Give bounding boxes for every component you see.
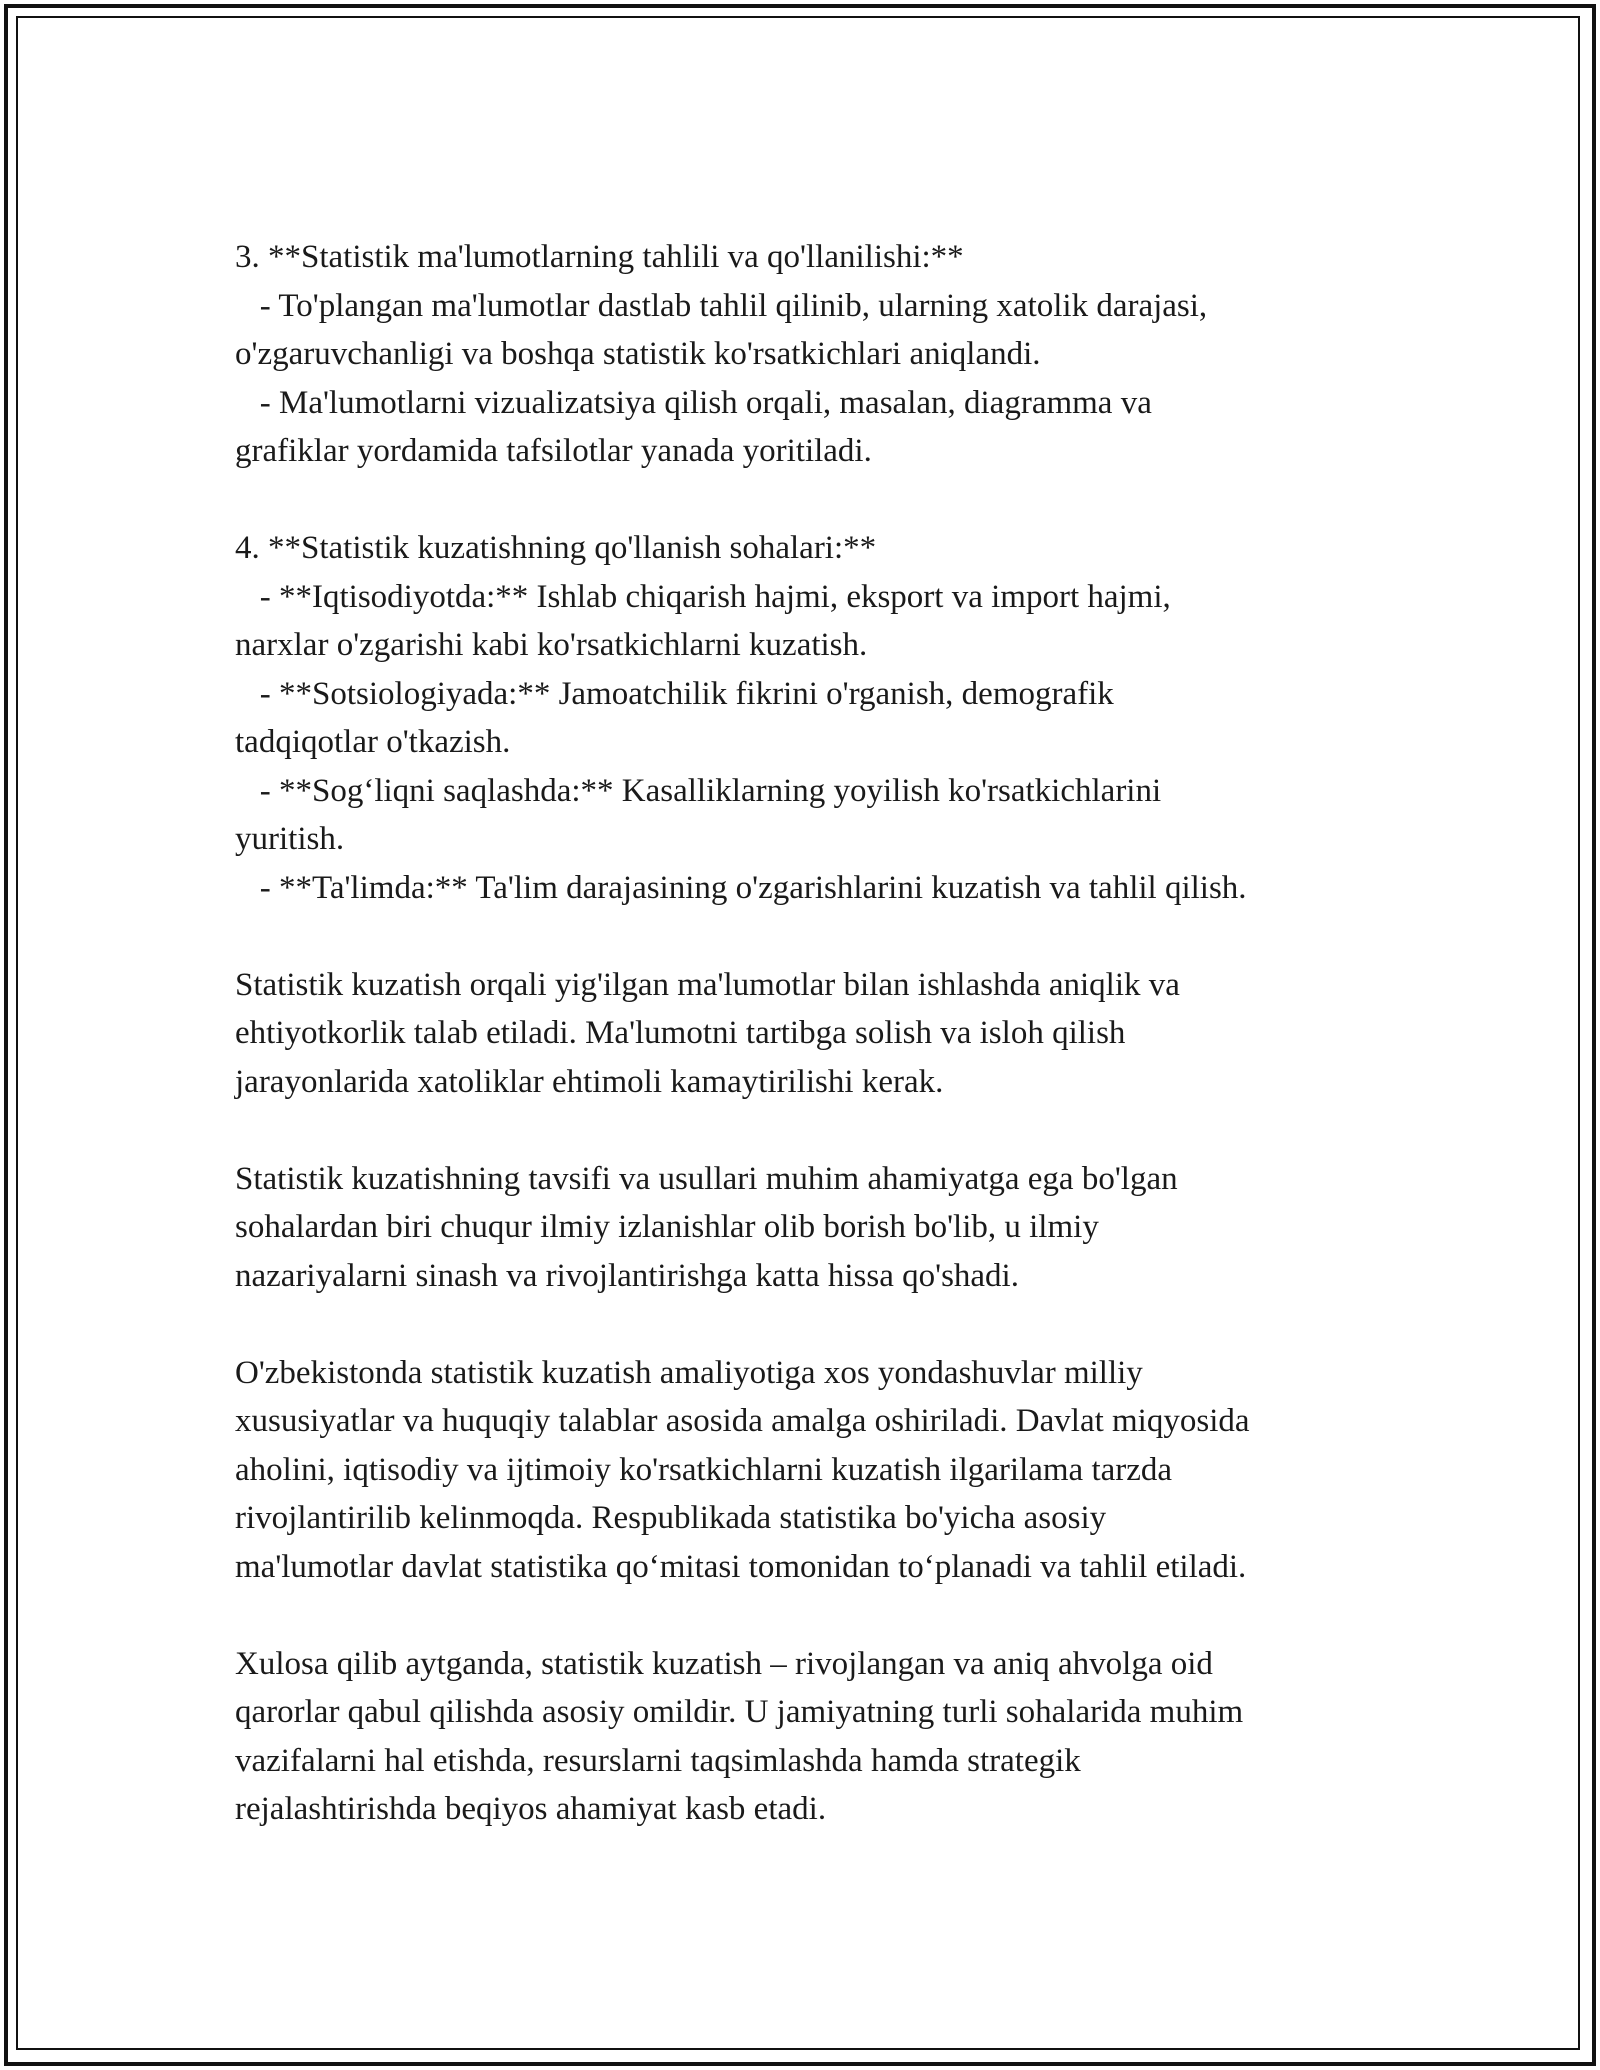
- paragraph-research: [235, 1155, 1385, 1301]
- text-line: Xulosa qilib aytganda, statistik kuzatish – rivojlangan va aniq ahvolga oid: [235, 1645, 1213, 1682]
- text-line: jarayonlarida xatoliklar ehtimoli kamaytirilishi kerak.: [235, 1063, 944, 1100]
- text-line: narxlar o'zgarishi kabi ko'rsatkichlarni kuzatish.: [235, 627, 868, 663]
- document-body: [235, 233, 1385, 1834]
- text-line: sohalardan biri chuqur ilmiy izlanishlar olib borish bo'lib, u ilmiy: [235, 1209, 1099, 1245]
- text-line: O'zbekistonda statistik kuzatish amaliyotiga xos yondashuvlar milliy: [235, 1354, 1143, 1391]
- text-line: nazariyalarni sinash va rivojlantirishga katta hissa qo'shadi.: [235, 1257, 1019, 1294]
- text-line: - **Sog‘liqni saqlashda:** Kasalliklarning yoyilish ko'rsatkichlarini: [235, 772, 1162, 809]
- paragraph-gap: [235, 476, 1385, 525]
- text-line: rivojlantirilib kelinmoqda. Respublikada statistika bo'yicha asosiy: [235, 1500, 1107, 1536]
- text-line: - **Ta'limda:** Ta'lim darajasining o'zgarishlarini kuzatish va tahlil qilish.: [235, 869, 1247, 906]
- text-line: tadqiqotlar o'tkazish.: [235, 724, 511, 760]
- paragraph-gap: [235, 1106, 1385, 1155]
- text-line: ehtiyotkorlik talab etiladi. Ma'lumotni tartibga solish va isloh qilish: [235, 1015, 1126, 1051]
- text-line: o'zgaruvchanligi va boshqa statistik ko'rsatkichlari aniqlandi.: [235, 336, 1041, 372]
- text-line: - To'plangan ma'lumotlar dastlab tahlil qilinib, ularning xatolik darajasi,: [235, 287, 1208, 324]
- text-line: Statistik kuzatishning tavsifi va usullari muhim ahamiyatga ega bo'lgan: [235, 1160, 1178, 1197]
- paragraph-gap: [235, 1300, 1385, 1349]
- text-line: Statistik kuzatish orqali yig'ilgan ma'lumotlar bilan ishlashda aniqlik va: [235, 966, 1180, 1003]
- text-line: vazifalarni hal etishda, resurslarni taqsimlashda hamda strategik: [235, 1742, 1081, 1779]
- text-line: - **Sotsiologiyada:** Jamoatchilik fikrini o'rganish, demografik: [235, 675, 1114, 712]
- text-line: ma'lumotlar davlat statistika qo‘mitasi tomonidan to‘planadi va tahlil etiladi.: [235, 1548, 1247, 1585]
- text-line: xususiyatlar va huquqiy talablar asosida amalga oshiriladi. Davlat miqyosida: [235, 1403, 1250, 1439]
- text-line: grafiklar yordamida tafsilotlar yanada yoritiladi.: [235, 433, 872, 469]
- text-line: 4. **Statistik kuzatishning qo'llanish sohalari:**: [235, 530, 877, 566]
- text-line: 3. **Statistik ma'lumotlarning tahlili va qo'llanilishi:**: [235, 239, 964, 275]
- text-line: - **Iqtisodiyotda:** Ishlab chiqarish hajmi, eksport va import hajmi,: [235, 578, 1171, 615]
- paragraph-conclusion: [235, 1640, 1385, 1834]
- paragraph-accuracy: [235, 961, 1385, 1107]
- paragraph-gap: [235, 1591, 1385, 1640]
- paragraph-uzbekistan: [235, 1349, 1385, 1592]
- text-line: aholini, iqtisodiy va ijtimoiy ko'rsatkichlarni kuzatish ilgarilama tarzda: [235, 1451, 1173, 1488]
- paragraph-gap: [235, 912, 1385, 961]
- text-line: qarorlar qabul qilishda asosiy omildir. U jamiyatning turli sohalarida muhim: [235, 1694, 1244, 1730]
- section-application-areas: [235, 524, 1385, 912]
- text-line: - Ma'lumotlarni vizualizatsiya qilish orqali, masalan, diagramma va: [235, 384, 1152, 421]
- section-statistical-analysis: [235, 233, 1385, 476]
- text-line: yuritish.: [235, 821, 345, 857]
- text-line: rejalashtirishda beqiyos ahamiyat kasb etadi.: [235, 1791, 827, 1827]
